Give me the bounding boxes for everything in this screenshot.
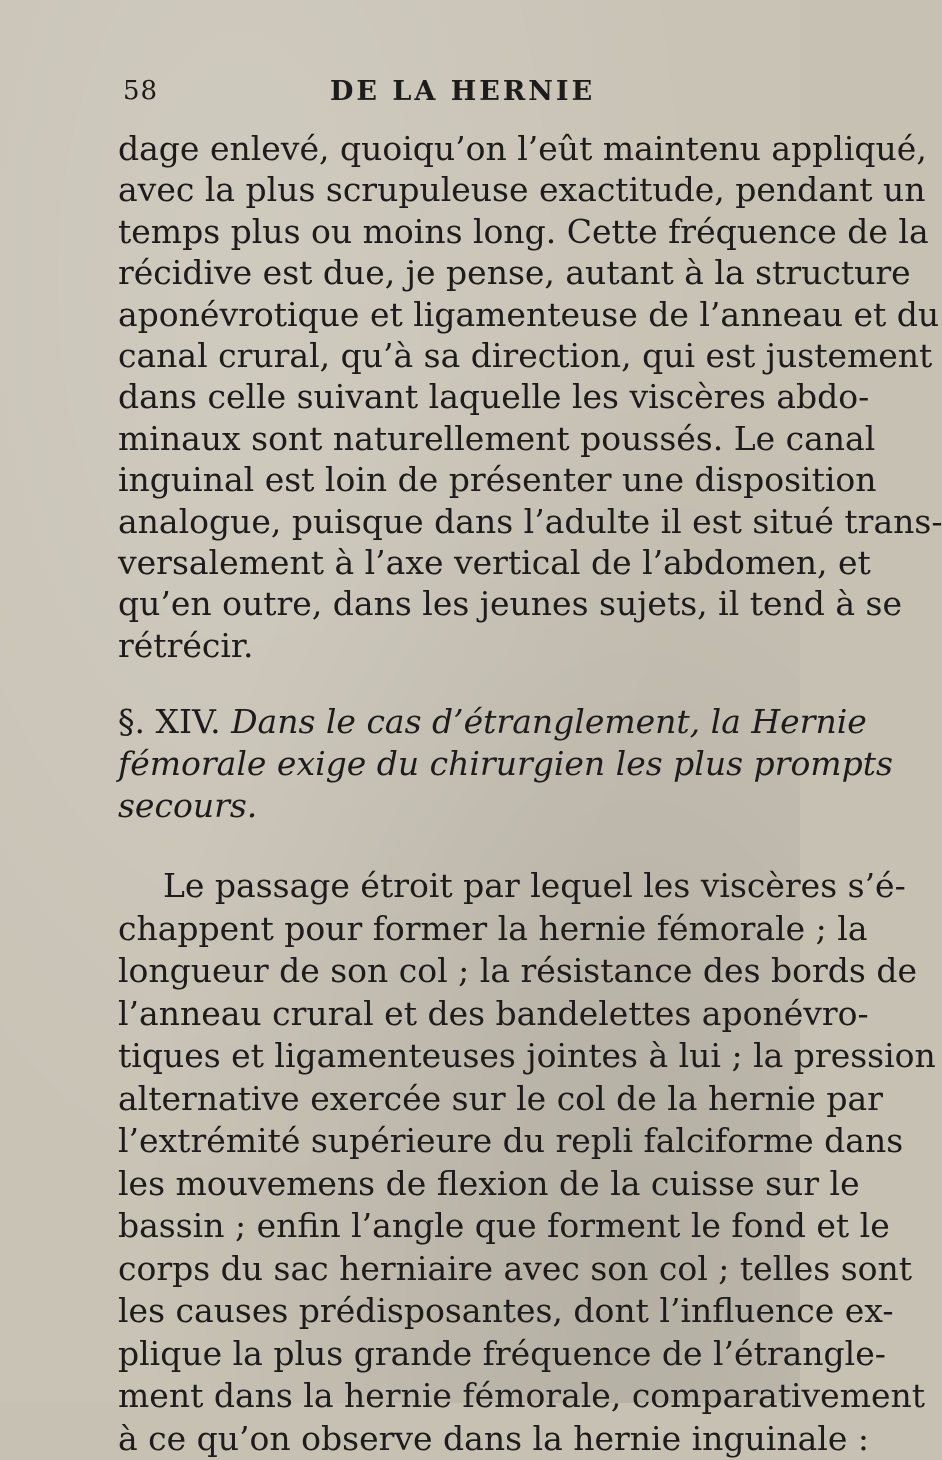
page-number: 58 <box>123 76 159 106</box>
section-heading <box>118 701 893 827</box>
text-line: l’extrémité supérieure du repli falciforme dans <box>118 1121 904 1161</box>
paragraph-2 <box>118 865 936 1460</box>
text-line: corps du sac herniaire avec son col ; telles sont <box>118 1248 913 1288</box>
text-line: temps plus ou moins long. Cette fréquence de la <box>118 211 929 251</box>
text-line: analogue, puisque dans l’adulte il est situé trans- <box>118 501 942 541</box>
text-line: rétrécir. <box>118 625 254 665</box>
text-line: tiques et ligamenteuses jointes à lui ; la pression <box>118 1036 936 1076</box>
text-line: canal crural, qu’à sa direction, qui est justement <box>118 336 933 376</box>
text-line: les causes prédisposantes, dont l’influence ex- <box>118 1291 894 1331</box>
text-line: plique la plus grande fréquence de l’étrangle- <box>118 1333 886 1373</box>
text-line: inguinal est loin de présenter une disposition <box>118 460 877 500</box>
text-line: récidive est due, je pense, autant à la structure <box>118 253 911 293</box>
text-line: dage enlevé, quoiqu’on l’eût maintenu appliqué, <box>118 129 927 168</box>
text-line: longueur de son col ; la résistance des bords de <box>118 951 917 991</box>
text-line: minaux sont naturellement poussés. Le canal <box>118 418 876 458</box>
section-title-line: secours. <box>118 786 258 826</box>
section-label: §. XIV. <box>118 702 221 742</box>
text-line: aponévrotique et ligamenteuse de l’anneau et du <box>118 294 940 334</box>
body-text <box>118 128 942 1460</box>
text-line: dans celle suivant laquelle les viscères abdo- <box>118 377 870 417</box>
paragraph-1 <box>118 128 942 666</box>
text-line: l’anneau crural et des bandelettes aponévro- <box>118 993 869 1033</box>
text-line: ment dans la hernie fémorale, comparativement <box>118 1376 926 1416</box>
text-line: à ce qu’on observe dans la hernie inguinale : <box>118 1418 869 1458</box>
page-header <box>0 76 800 116</box>
text-line: Le passage étroit par lequel les viscères s’é- <box>163 866 906 906</box>
text-line: chappent pour former la hernie fémorale ; la <box>118 908 868 948</box>
section-title-line: fémorale exige du chirurgien les plus prompts <box>118 744 893 784</box>
text-line: les mouvemens de flexion de la cuisse sur le <box>118 1163 860 1203</box>
text-line: qu’en outre, dans les jeunes sujets, il tend à se <box>118 584 903 624</box>
running-title: DE LA HERNIE <box>330 76 596 107</box>
text-line: versalement à l’axe vertical de l’abdomen, et <box>118 543 871 583</box>
text-line: alternative exercée sur le col de la hernie par <box>118 1078 883 1118</box>
text-line: bassin ; enfin l’angle que forment le fond et le <box>118 1206 890 1246</box>
section-title-line: Dans le cas d’étranglement, la Hernie <box>231 702 867 742</box>
text-line: avec la plus scrupuleuse exactitude, pendant un <box>118 170 926 210</box>
